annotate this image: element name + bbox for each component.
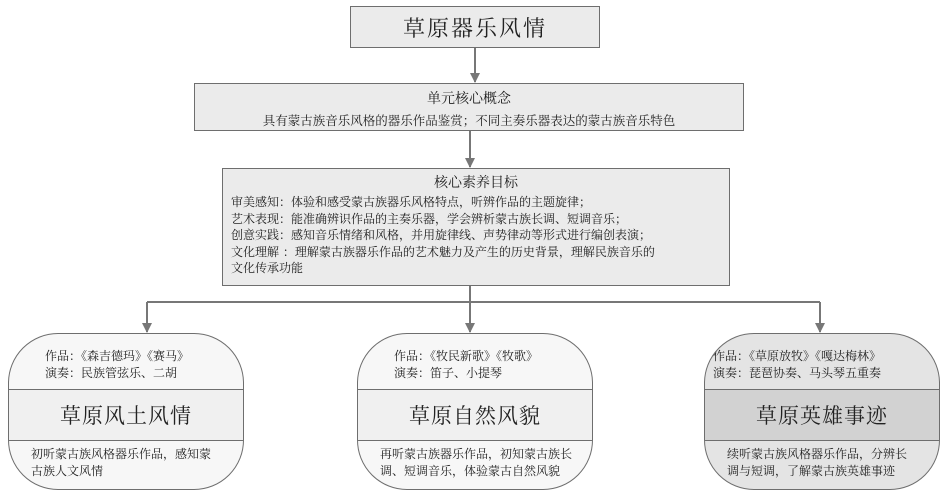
- lesson-2-works: 作品：《牧民新歌》《牧歌》: [394, 349, 539, 363]
- lesson-card-2: [357, 333, 593, 490]
- lesson-1-name: 草原风土风情: [9, 389, 243, 441]
- lesson-card-3: [704, 333, 940, 490]
- diagram-title: 草原器乐风情: [402, 16, 547, 42]
- core-concept-box: [194, 83, 744, 131]
- lesson-2-desc-line2: 调、短调音乐，体验蒙古自然风貌: [380, 464, 561, 478]
- lesson-3-performance: 演奏：琵琶协奏、马头琴五重奏: [713, 366, 882, 380]
- lesson-2-performance: 演奏：笛子、小提琴: [394, 366, 503, 380]
- lesson-3-name: 草原英雄事迹: [705, 389, 939, 441]
- goal-culture: 文化理解 ：理解蒙古族器乐作品的艺术魅力及产生的历史背景，理解民族音乐的: [231, 244, 655, 259]
- lesson-1-desc-line2: 古族人文风情: [31, 464, 104, 478]
- core-goals-heading: 核心素养目标: [434, 175, 518, 191]
- lesson-2-name: 草原自然风貌: [358, 389, 592, 441]
- lesson-3-desc-line1: 续听蒙古族风格器乐作品，分辨长: [727, 447, 908, 461]
- goal-creative: 创意实践：感知音乐情绪和风格，并用旋律线、声势律动等形式进行编创表演；: [231, 228, 652, 242]
- goal-expression: 艺术表现：能准确辨识作品的主奏乐器，学会辨析蒙古族长调、短调音乐；: [231, 211, 628, 226]
- goal-culture-cont: 文化传承功能: [231, 261, 304, 275]
- lesson-3-desc-line2: 调与短调，了解蒙古族英雄事迹: [727, 464, 896, 478]
- lesson-1-performance: 演奏：民族管弦乐、二胡: [45, 366, 178, 380]
- core-concept-text: 具有蒙古族音乐风格的器乐作品鉴赏；不同主奏乐器表达的蒙古族音乐特色: [262, 113, 676, 128]
- lesson-2-desc-line1: 再听蒙古族器乐作品，初知蒙古族长: [380, 447, 573, 461]
- lesson-3-works: 作品：《草原放牧》《嘎达梅林》: [713, 349, 882, 363]
- core-concept-heading: 单元核心概念: [427, 91, 511, 107]
- lesson-card-1: [8, 333, 244, 490]
- lesson-1-works: 作品：《森吉德玛》《赛马》: [45, 349, 190, 363]
- lesson-1-desc-line1: 初听蒙古族风格器乐作品，感知蒙: [31, 447, 212, 461]
- goal-aesthetic: 审美感知：体验和感受蒙古族器乐风格特点，听辨作品的主题旋律；: [231, 195, 592, 209]
- core-goals-box: [222, 168, 730, 286]
- title-box: [350, 6, 600, 48]
